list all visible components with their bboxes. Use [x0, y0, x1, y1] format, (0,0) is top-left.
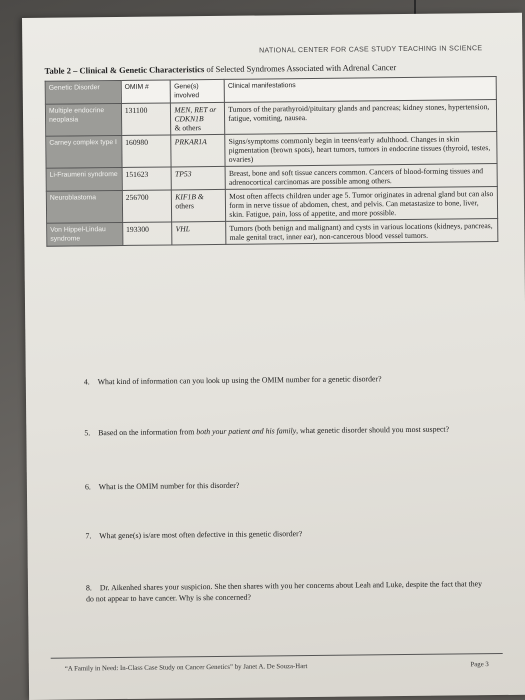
question-text: What gene(s) is/are most often defective in this genetic disorder? — [99, 529, 303, 541]
table-title-bold: Table 2 – Clinical & Genetic Characteristics — [44, 64, 205, 76]
question-number: 5. — [84, 428, 91, 438]
question-text-end: , what genetic disorder should you most suspect? — [296, 424, 450, 436]
omim-cell: 160980 — [122, 135, 172, 168]
question-7 — [85, 529, 302, 540]
question-number: 6. — [84, 482, 91, 492]
question-8 — [86, 578, 486, 604]
omim-cell: 151623 — [122, 167, 172, 191]
syndromes-table — [45, 76, 499, 247]
page-header: NATIONAL CENTER FOR CASE STUDY TEACHING IN SCIENCE — [259, 45, 483, 55]
col-header-disorder: Genetic Disorder — [45, 80, 121, 104]
question-text: Dr. Aikenhed shares your suspicion. She then shares with you her concerns about Leah and Luke, despite the fact that they do not appear to have cancer. Why is she concerned? — [86, 579, 483, 604]
question-emphasis: both your patient and his family — [196, 426, 297, 437]
page-number: Page 3 — [470, 661, 489, 669]
omim-cell: 193300 — [123, 222, 173, 246]
footer-divider — [51, 653, 503, 659]
manifestations-cell: Breast, bone and soft tissue cancers common. Cancers of blood-forming tissues and adrenocortical carcinomas are possible among others. — [225, 164, 497, 190]
genes-text: TP53 — [174, 169, 192, 179]
manifestations-cell: Tumors (both benign and malignant) and cysts in various locations (kidneys, pancreas, male genital tract, inner ear), non-cancerous blood vessel tumors. — [226, 219, 498, 245]
genes-cell — [172, 189, 226, 222]
table-row — [46, 187, 497, 224]
manifestations-cell: Tumors of the parathyroid/pituitary glands and pancreas; kidney stones, hypertension, fatigue, vomiting, nausea. — [225, 100, 497, 135]
question-number: 7. — [85, 531, 92, 541]
genes-text: PRKAR1A — [174, 137, 207, 147]
question-4 — [84, 374, 382, 386]
question-number: 8. — [85, 583, 92, 593]
genes-cell — [171, 166, 225, 190]
table-row — [47, 219, 498, 247]
table-title — [45, 62, 397, 76]
genes-cell — [171, 102, 225, 135]
question-6 — [85, 481, 239, 492]
genes-text: VHL — [175, 224, 191, 234]
genes-cell — [172, 221, 226, 245]
disorder-cell: Carney complex type I — [46, 135, 122, 168]
col-header-manifestations: Clinical manifestations — [224, 77, 496, 103]
table-title-rest: of Selected Syndromes Associated with Adrenal Cancer — [204, 62, 397, 75]
question-text: What is the OMIM number for this disorder? — [98, 480, 240, 492]
col-header-genes: Gene(s) involved — [171, 79, 225, 103]
genes-note: others — [175, 201, 194, 211]
manifestations-cell: Most often affects children under age 5. Tumor originates in adrenal gland but can also form in nerve tissue of abdomen, chest, and pelvis. Can metastasize to bone, liver, skin. Fatigue, pain, loss of appetite, and more possible. — [226, 187, 498, 222]
disorder-cell: Neuroblastoma — [46, 190, 122, 223]
footer-citation: “A Family in Need: In-Class Case Study on Cancer Genetics” by Janet A. De Souza-Hart — [64, 663, 308, 673]
genes-text: KIF1B & — [175, 192, 204, 202]
genes-cell — [171, 134, 225, 167]
question-5 — [84, 425, 449, 438]
table-row — [45, 100, 496, 137]
genes-text: MEN, RET or CDKN1B — [174, 104, 217, 124]
disorder-cell: Von Hippel-Lindau syndrome — [47, 222, 123, 246]
omim-cell: 256700 — [122, 190, 172, 223]
manifestations-cell: Signs/symptoms commonly begin in teens/early adulthood. Changes in skin pigmentation (brown spots), heart tumors, tumors in endocrine tissues (thyroid, testes, ovaries) — [225, 132, 497, 167]
disorder-cell: Li-Fraumeni syndrome — [46, 167, 122, 191]
question-text: What kind of information can you look up using the OMIM number for a genetic disorder? — [97, 374, 382, 387]
question-number: 4. — [83, 377, 90, 387]
worksheet-page — [22, 13, 525, 700]
genes-note: & others — [174, 123, 201, 133]
question-text: Based on the information from — [98, 427, 197, 438]
disorder-cell: Multiple endocrine neoplasia — [45, 103, 121, 136]
table-row — [46, 132, 497, 169]
omim-cell: 131100 — [121, 103, 171, 136]
col-header-omim: OMIM # — [121, 80, 171, 104]
